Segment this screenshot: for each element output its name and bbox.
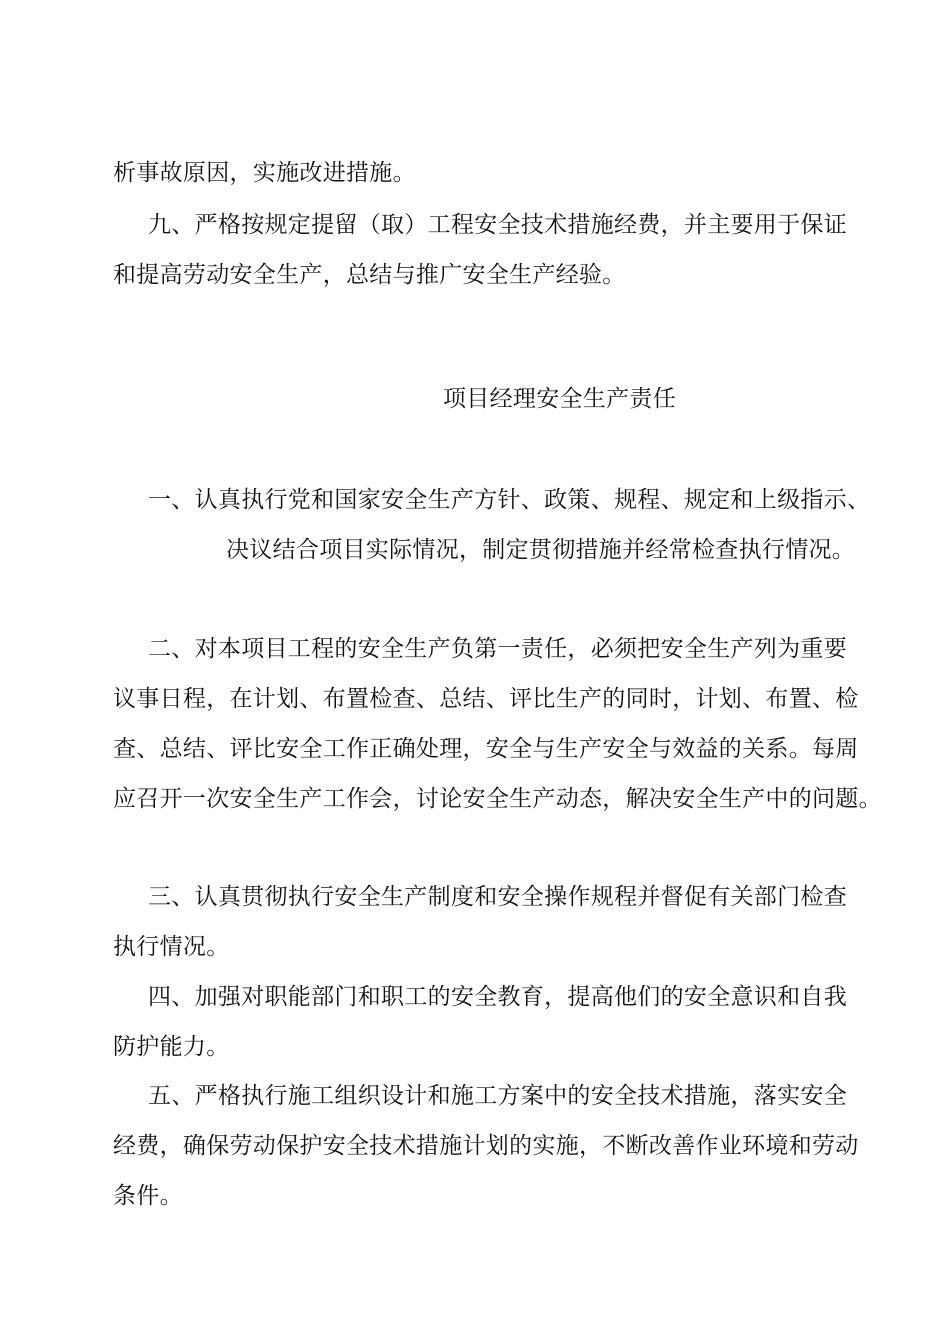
paragraph-line: 和提高劳动安全生产，总结与推广安全生产经验。 [113,262,626,288]
paragraph-line: 一、认真执行党和国家安全生产方针、政策、规程、规定和上级指示、 [148,487,871,513]
paragraph-line: 防护能力。 [113,1034,230,1060]
section-title: 项目经理安全生产责任 [443,386,676,412]
paragraph-line: 查、总结、评比安全工作正确处理，安全与生产安全与效益的关系。每周 [113,736,859,762]
paragraph-line: 九、严格按规定提留（取）工程安全技术措施经费，并主要用于保证 [148,212,847,238]
paragraph-line: 条件。 [113,1183,183,1209]
paragraph-line: 三、认真贯彻执行安全生产制度和安全操作规程并督促有关部门检查 [148,884,847,910]
paragraph-line: 执行情况。 [113,934,230,960]
paragraph-line: 决议结合项目实际情况，制定贯彻措施并经常检查执行情况。 [226,537,856,563]
paragraph-line: 析事故原因，实施改进措施。 [113,160,416,186]
paragraph-line: 四、加强对职能部门和职工的安全教育，提高他们的安全意识和自我 [148,984,847,1010]
paragraph-line: 二、对本项目工程的安全生产负第一责任，必须把安全生产列为重要 [148,636,847,662]
paragraph-line: 应召开一次安全生产工作会，讨论安全生产动态，解决安全生产中的问题。 [113,786,882,812]
paragraph-line: 五、严格执行施工组织设计和施工方案中的安全技术措施，落实安全 [148,1083,847,1109]
paragraph-line: 议事日程，在计划、布置检查、总结、评比生产的同时，计划、布置、检 [113,686,859,712]
paragraph-line: 经费，确保劳动保护安全技术措施计划的实施，不断改善作业环境和劳动 [113,1133,859,1159]
